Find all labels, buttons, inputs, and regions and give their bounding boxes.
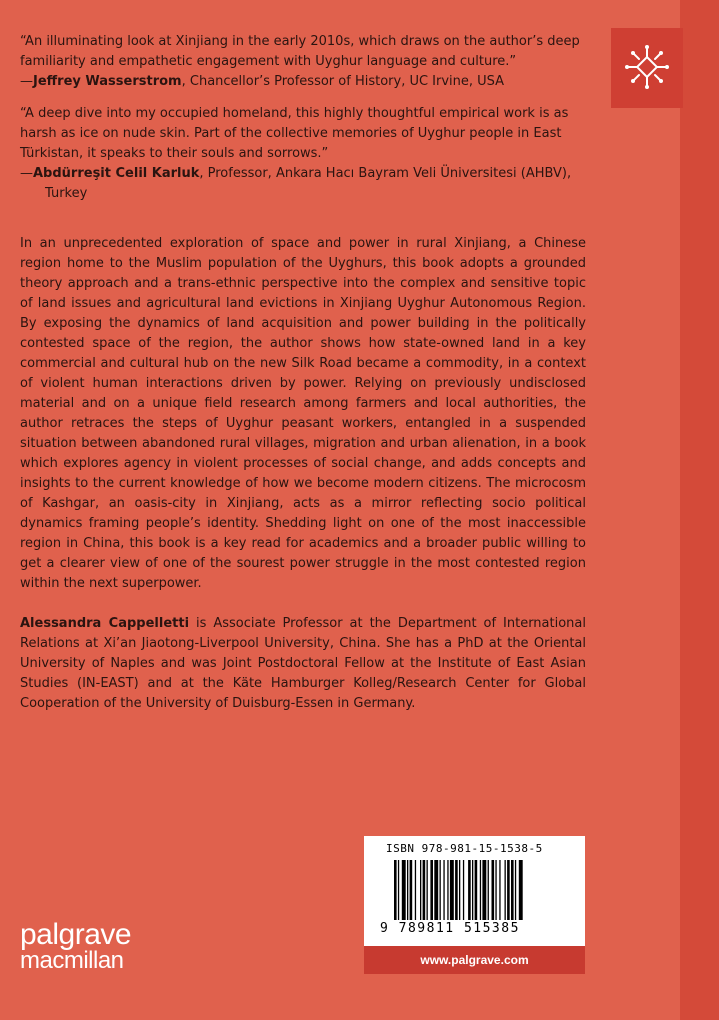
book-description: In an unprecedented exploration of space and power in rural Xinjiang, a Chinese region home to the Muslim population of the Uyghurs, this book adopts a grounded theory approach and a trans-ethnic perspective into the complex and sensitive topic of land issues and agricultural land evictions in Xinjiang Uyghur Autonomous Region. By exposing the dynamics of land acquisition and power building in the politically contested space of the region, the author shows how state-owned land in a key commercial and cultural hub on the new Silk Road became a commodity, in a context of violent human interactions driven by power. Relying on previously undisclosed material and on a unique field research among farmers and local authorities, the author retraces the steps of Uyghur peasant workers, entangled in a suspended situation between abandoned rural villages, migration and urban alienation, in a book which explores agency in violent processes of social change, and adds concepts and insights to the current knowledge of how we become modern citizens. The microcosm of Kashgar, an oasis-city in Xinjiang, acts as a mirror reflecting socio political dynamics framing people’s identity. Shedding light on one of the most inaccessible region in China, this book is a key read for academics and a broader public willing to get a clearer view of one of the sourest power struggle in the most contested region within the next superpower. xyxy=(20,236,586,591)
barcode-bar xyxy=(394,860,397,920)
barcode-bar xyxy=(434,860,438,920)
barcode-icon xyxy=(394,860,560,920)
dash: — xyxy=(20,74,33,89)
review-attribution-1 xyxy=(20,72,586,92)
author-name: Alessandra Cappelletti xyxy=(20,616,190,631)
barcode-bar xyxy=(410,860,413,920)
barcode-bar xyxy=(505,860,506,920)
barcode-bar xyxy=(447,860,448,920)
barcode-bar xyxy=(475,860,478,920)
review-quote-1: “An illuminating look at Xinjiang in the early 2010s, which draws on the author’s deep familiarity and empathetic engagement with Uyghur language and culture.” xyxy=(20,34,580,69)
author-bio xyxy=(20,614,586,714)
barcode-bar xyxy=(427,860,428,920)
reviewer-affiliation-2: , Professor, Ankara Hacı Bayram Veli Üniversitesi (AHBV), Turkey xyxy=(45,166,572,201)
barcode-bar xyxy=(492,860,495,920)
barcode-bar xyxy=(443,860,444,920)
review-quote-2: “A deep dive into my occupied homeland, this highly thoughtful empirical work is as harsh as ice on nude skin. Part of the collective memories of Uyghur people in East Türkistan, it speaks to their souls and sorrows.” xyxy=(20,106,569,161)
dash: — xyxy=(20,166,33,181)
barcode-bar xyxy=(472,860,473,920)
barcode-bar xyxy=(402,860,406,920)
barcode-bar xyxy=(480,860,481,920)
publisher-url[interactable]: www.palgrave.com xyxy=(364,946,585,974)
barcode-bar xyxy=(455,860,458,920)
back-cover-text xyxy=(20,32,586,714)
barcode-bar xyxy=(499,860,500,920)
barcode-bar xyxy=(468,860,471,920)
reviewer-name-2: Abdürreşit Celil Karluk xyxy=(33,166,200,181)
publisher-name-line2: macmillan xyxy=(20,947,124,974)
palgrave-logo-icon xyxy=(625,44,669,90)
barcode-bar xyxy=(511,860,514,920)
barcode-bar xyxy=(488,860,489,920)
barcode-bar xyxy=(420,860,421,920)
book-spine xyxy=(680,0,719,1020)
barcode-bar xyxy=(423,860,426,920)
barcode-bar xyxy=(482,860,486,920)
isbn-barcode-block xyxy=(364,836,585,974)
publisher-name-line1: palgrave xyxy=(20,918,132,951)
barcode-bar xyxy=(463,860,464,920)
barcode-bar xyxy=(495,860,496,920)
barcode-bar xyxy=(407,860,408,920)
barcode-bar xyxy=(440,860,441,920)
barcode-bar xyxy=(459,860,460,920)
reviewer-name-1: Jeffrey Wasserstrom xyxy=(33,74,182,89)
publisher-logo xyxy=(20,918,132,974)
barcode-bar xyxy=(507,860,510,920)
barcode-bar xyxy=(515,860,516,920)
author-bio-text: is Associate Professor at the Department of International Relations at Xi’an Jiaotong-Liverpool University, China. She has a PhD at the Oriental University of Naples and was Joint Postdoctoral Fellow at the Institute of East Asian Studies (IN-EAST) and at the Käte Hamburger Kolleg/Research Center for Global Cooperation of the University of Duisburg-Essen in Germany. xyxy=(20,616,586,711)
barcode-digits: 9 789811 515385 xyxy=(380,921,520,936)
barcode-bar xyxy=(398,860,399,920)
review-attribution-2 xyxy=(20,164,586,204)
barcode-bar xyxy=(519,860,523,920)
barcode-bar xyxy=(430,860,433,920)
barcode-bar xyxy=(450,860,454,920)
palgrave-logo xyxy=(611,28,683,108)
barcode-bar xyxy=(415,860,416,920)
reviewer-affiliation-1: , Chancellor’s Professor of History, UC Irvine, USA xyxy=(181,74,505,89)
isbn-label: ISBN 978-981-15-1538-5 xyxy=(386,842,543,855)
